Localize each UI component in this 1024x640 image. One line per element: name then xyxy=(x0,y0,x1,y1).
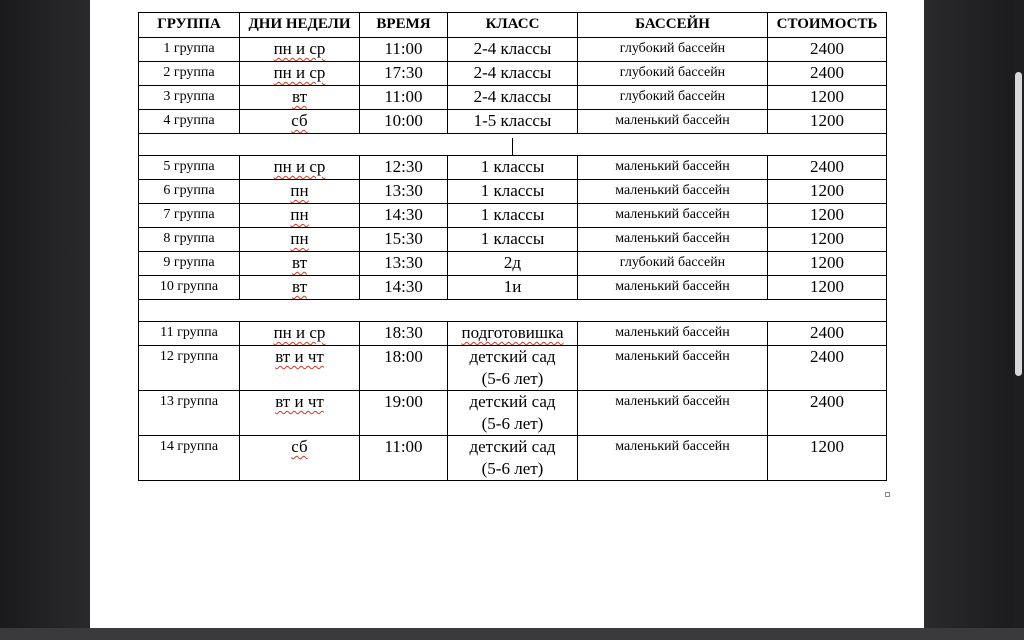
cell-days-text: пн и ср xyxy=(273,323,326,342)
cell-days-text: пн и ср xyxy=(273,39,326,58)
cell-class xyxy=(448,436,578,481)
cell-group: 3 группа xyxy=(139,86,240,110)
cell-class: 1 классы xyxy=(448,180,578,204)
text-cursor xyxy=(512,138,513,156)
header-days: ДНИ НЕДЕЛИ xyxy=(240,13,360,38)
cell-days-text: пн xyxy=(290,205,309,224)
table-row xyxy=(139,322,887,346)
cell-time: 11:00 xyxy=(360,38,448,62)
cell-group: 6 группа xyxy=(139,180,240,204)
cell-price: 2400 xyxy=(768,346,887,391)
cell-time: 13:30 xyxy=(360,180,448,204)
cell-pool: глубокий бассейн xyxy=(578,86,768,110)
table-row xyxy=(139,38,887,62)
schedule-table xyxy=(138,12,887,481)
cell-price: 1200 xyxy=(768,436,887,481)
cell-time: 11:00 xyxy=(360,86,448,110)
header-group: ГРУППА xyxy=(139,13,240,38)
cell-group: 9 группа xyxy=(139,252,240,276)
header-price: СТОИМОСТЬ xyxy=(768,13,887,38)
header-time: ВРЕМЯ xyxy=(360,13,448,38)
cell-days-text: пн xyxy=(290,229,309,248)
table-row xyxy=(139,86,887,110)
cell-pool: глубокий бассейн xyxy=(578,38,768,62)
cell-price: 1200 xyxy=(768,204,887,228)
cell-time: 12:30 xyxy=(360,156,448,180)
cell-class: 2-4 классы xyxy=(448,62,578,86)
table-row xyxy=(139,110,887,134)
cell-group: 7 группа xyxy=(139,204,240,228)
cell-class xyxy=(448,346,578,391)
spacer-cell[interactable] xyxy=(139,300,887,322)
cell-class-line2: (5-6 лет) xyxy=(481,459,544,478)
cell-class: 1 классы xyxy=(448,204,578,228)
cell-days xyxy=(240,62,360,86)
cell-pool: маленький бассейн xyxy=(578,180,768,204)
cell-price: 1200 xyxy=(768,276,887,300)
cell-pool: глубокий бассейн xyxy=(578,252,768,276)
bottom-bar xyxy=(0,628,1024,640)
table-header-row xyxy=(139,13,887,38)
cell-days xyxy=(240,346,360,391)
cell-days xyxy=(240,228,360,252)
cell-time: 10:00 xyxy=(360,110,448,134)
cell-price: 2400 xyxy=(768,156,887,180)
table-row xyxy=(139,346,887,391)
cell-time: 14:30 xyxy=(360,276,448,300)
cell-price: 2400 xyxy=(768,62,887,86)
cell-group: 12 группа xyxy=(139,346,240,391)
cell-class: 1и xyxy=(448,276,578,300)
cell-pool: маленький бассейн xyxy=(578,228,768,252)
table-row xyxy=(139,156,887,180)
cell-price: 1200 xyxy=(768,228,887,252)
cell-days xyxy=(240,86,360,110)
cell-time: 17:30 xyxy=(360,62,448,86)
cell-time: 15:30 xyxy=(360,228,448,252)
cell-class-line2: (5-6 лет) xyxy=(481,414,544,433)
cell-days xyxy=(240,436,360,481)
cell-days xyxy=(240,391,360,436)
cell-price: 1200 xyxy=(768,180,887,204)
cell-class xyxy=(448,391,578,436)
cell-group: 11 группа xyxy=(139,322,240,346)
cell-time: 18:30 xyxy=(360,322,448,346)
cell-class-line2: (5-6 лет) xyxy=(481,369,544,388)
cell-class: 1-5 классы xyxy=(448,110,578,134)
cell-days xyxy=(240,38,360,62)
cell-price: 1200 xyxy=(768,252,887,276)
cell-pool: маленький бассейн xyxy=(578,346,768,391)
table-spacer-row xyxy=(139,300,887,322)
cell-days-text: вт xyxy=(291,277,308,296)
cell-time: 14:30 xyxy=(360,204,448,228)
cell-class-line1: детский сад xyxy=(469,392,556,411)
cell-group: 8 группа xyxy=(139,228,240,252)
cell-days-text: вт и чт xyxy=(275,392,324,411)
cell-class: 1 классы xyxy=(448,228,578,252)
cell-class-line1: детский сад xyxy=(469,347,556,366)
cell-pool: маленький бассейн xyxy=(578,110,768,134)
cell-class-line1: детский сад xyxy=(469,437,556,456)
cell-class-text: подготовишка xyxy=(461,323,564,342)
table-row xyxy=(139,180,887,204)
cell-time: 13:30 xyxy=(360,252,448,276)
cell-group: 1 группа xyxy=(139,38,240,62)
cell-price: 2400 xyxy=(768,391,887,436)
document-page[interactable] xyxy=(90,0,924,628)
cell-pool: маленький бассейн xyxy=(578,322,768,346)
cell-pool: маленький бассейн xyxy=(578,391,768,436)
cell-group: 10 группа xyxy=(139,276,240,300)
cell-days-text: пн xyxy=(290,181,309,200)
cell-group: 13 группа xyxy=(139,391,240,436)
table-resize-handle[interactable] xyxy=(885,492,890,497)
table-row xyxy=(139,204,887,228)
table-row xyxy=(139,276,887,300)
cell-days xyxy=(240,110,360,134)
cell-days-text: пн и ср xyxy=(273,157,326,176)
header-class: КЛАСС xyxy=(448,13,578,38)
cell-pool: маленький бассейн xyxy=(578,276,768,300)
cell-pool: маленький бассейн xyxy=(578,156,768,180)
table-row xyxy=(139,228,887,252)
cell-days xyxy=(240,156,360,180)
cell-class xyxy=(448,322,578,346)
cell-class: 1 классы xyxy=(448,156,578,180)
header-pool: БАССЕЙН xyxy=(578,13,768,38)
cell-group: 14 группа xyxy=(139,436,240,481)
vertical-scrollbar-thumb[interactable] xyxy=(1015,72,1022,376)
cell-class: 2д xyxy=(448,252,578,276)
cell-days-text: вт xyxy=(291,87,308,106)
cell-days-text: вт xyxy=(291,253,308,272)
cell-price: 2400 xyxy=(768,38,887,62)
cell-time: 11:00 xyxy=(360,436,448,481)
table-row xyxy=(139,436,887,481)
cell-days xyxy=(240,180,360,204)
cell-days-text: пн и ср xyxy=(273,63,326,82)
cell-group: 2 группа xyxy=(139,62,240,86)
cell-pool: маленький бассейн xyxy=(578,204,768,228)
cell-class: 2-4 классы xyxy=(448,38,578,62)
cell-days xyxy=(240,276,360,300)
cell-days xyxy=(240,204,360,228)
cell-price: 1200 xyxy=(768,110,887,134)
cell-days-text: сб xyxy=(291,437,308,456)
cell-days-text: вт и чт xyxy=(275,347,324,366)
cell-days xyxy=(240,322,360,346)
cell-time: 18:00 xyxy=(360,346,448,391)
cell-price: 2400 xyxy=(768,322,887,346)
cell-price: 1200 xyxy=(768,86,887,110)
table-row xyxy=(139,252,887,276)
cell-pool: глубокий бассейн xyxy=(578,62,768,86)
cell-days xyxy=(240,252,360,276)
cell-pool: маленький бассейн xyxy=(578,436,768,481)
table-row xyxy=(139,391,887,436)
cell-class: 2-4 классы xyxy=(448,86,578,110)
cell-group: 4 группа xyxy=(139,110,240,134)
table-row xyxy=(139,62,887,86)
cell-time: 19:00 xyxy=(360,391,448,436)
cell-group: 5 группа xyxy=(139,156,240,180)
cell-days-text: сб xyxy=(291,111,308,130)
